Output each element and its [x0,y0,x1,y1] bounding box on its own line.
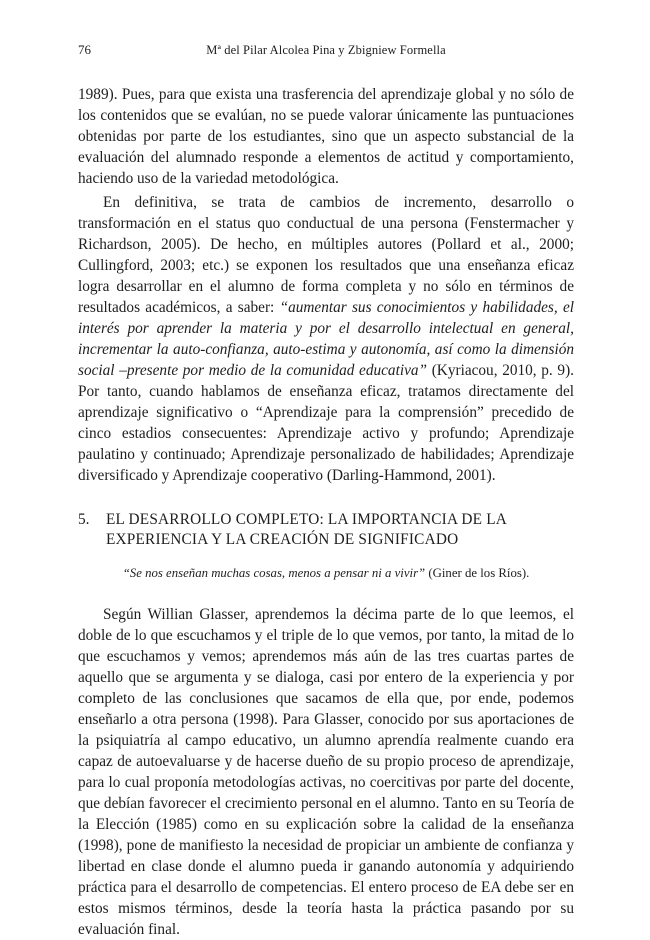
epigraph-quote: “Se nos enseñan muchas cosas, menos a pensar ni a vivir” [122,566,426,580]
running-header-authors: Mª del Pilar Alcolea Pina y Zbigniew Formella [206,43,446,57]
section-title: EL DESARROLLO COMPLETO: LA IMPORTANCIA DE LA EXPERIENCIA Y LA CREACIÓN DE SIGNIFICADO [106,511,507,548]
paragraph-text: (Kyriacou, 2010, p. 9). Por tanto, cuando hablamos de enseñanza eficaz, tratamos directamente del aprendizaje significativo o “Aprendizaje para la comprensión” precedido de cinco estadios consecuentes: Aprendizaje activo y profundo; Aprendizaje paulatino y continuado; Aprendizaje personalizado de habilidades; Aprendizaje diversificado y Aprendizaje cooperativo (Darling-Hammond, 2001). [78,362,574,484]
epigraph [78,564,574,582]
paragraph-glasser: Según Willian Glasser, aprendemos la décima parte de lo que leemos, el doble de lo que escuchamos y el triple de lo que vemos, por tanto, la mitad de lo que escuchamos y vemos; aprendemos más aún de las tres cuartas partes de aquello que se argumenta y se dialoga, casi por entero de la experiencia y por completo de las conclusiones que sacamos de ella que, por ende, podemos enseñarlo a otra persona (1998). Para Glasser, conocido por sus aportaciones de la psiquiatría al campo educativo, un alumno aprendía realmente cuando era capaz de autoevaluarse y de hacerse dueño de su propio proceso de aprendizaje, para lo cual proponía metodologías activas, no coercitivas por parte del docente, que debían favorecer el crecimiento personal en el alumno. Tanto en su Teoría de la Elección (1985) como en su explicación sobre la calidad de la enseñanza (1998), pone de manifiesto la necesidad de propiciar un ambiente de confianza y libertad en clase donde el alumno pueda ir ganando autonomía y adquiriendo práctica para el desarrollo de competencias. El entero proceso de EA debe ser en estos mismos términos, desde la teoría hasta la práctica pasando por su evaluación final. [78,606,574,938]
paragraph-effective-teaching [78,192,574,486]
epigraph-attribution: (Giner de los Ríos). [425,566,530,580]
document-page [78,40,574,940]
paragraph-text: En definitiva, se trata de cambios de incremento, desarrollo o transformación en el status quo conductual de una persona (Fenstermacher y Richardson, 2005). De hecho, en múltiples autores (Pollard et al., 2000; Cullingford, 2003; etc.) se exponen los resultados que una enseñanza eficaz logra desarrollar en el alumno de forma completa y no sólo en términos de resultados académicos, a saber: [78,194,574,316]
inline-quote: “aumentar sus conocimientos y habilidades, el interés por aprender la materia y por el desarrollo intelectual en general, incrementar la auto-confianza, auto-estima y autonomía, así como la dimensión social –presente por medio de la comunidad educativa” [78,299,574,379]
running-header [78,40,574,60]
body-text [78,84,574,940]
page-number: 76 [78,42,91,57]
section-heading [78,510,574,550]
section-number: 5. [78,511,90,528]
paragraph-continuation: 1989). Pues, para que exista una trasferencia del aprendizaje global y no sólo de los contenidos que se evalúan, no se puede valorar únicamente las puntuaciones obtenidas por parte de los estudiantes, sino que un aspecto substancial de la evaluación del alumnado responde a elementos de actitud y comportamiento, haciendo uso de la variedad metodológica. [78,86,574,187]
